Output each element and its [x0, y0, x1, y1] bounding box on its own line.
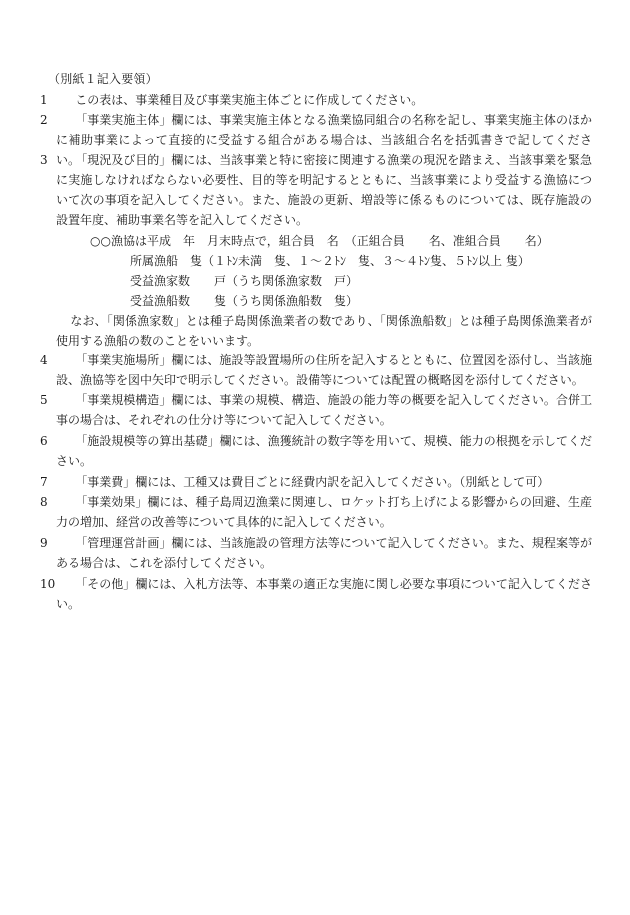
beneficiary-vessels-line: 受益漁船数 隻（うち関係漁船数 隻）	[130, 294, 359, 308]
list-item	[40, 574, 592, 614]
item-text: 「その他」欄には、入札方法等、本事業の適正な実施に関し必要な事項について記入してください。	[56, 577, 592, 611]
list-item	[40, 150, 592, 230]
list-item	[40, 350, 592, 390]
item-text: 「事業実施場所」欄には、施設等設置場所の住所を記入するとともに、位置図を添付し、当該施設、漁協等を図中矢印で明示してください。設備等については配置の概略図を添付してください。	[56, 353, 592, 387]
item-text: 「事業実施主体」欄には、事業実施主体となる漁業協同組合の名称を記し、事業実施主体のほかに補助事業によって直接的に受益する組合がある場合は、当該組合名を括弧書きで記してください。	[56, 113, 592, 167]
item-number: 9	[40, 536, 48, 550]
item-text: 「事業費」欄には、工種又は費目ごとに経費内訳を記入してください。（別紙として可）	[75, 475, 550, 489]
fishing-vessels-line: 所属漁船 隻（１ﾄﾝ未満 隻、１～２ﾄﾝ 隻、３～４ﾄﾝ隻、５ﾄﾝ以上 隻）	[130, 254, 530, 268]
fishery-coop-members-line: ○○漁協は平成 年 月末時点で，組合員 名 （正組合員 名、准組合員 名）	[90, 234, 549, 248]
item-number: 5	[40, 393, 48, 407]
list-item	[40, 431, 592, 471]
item-text: 「管理運営計画」欄には、当該施設の管理方法等について記入してください。また、規程案等がある場合は、これを添付してください。	[56, 536, 592, 570]
item-text: 「現況及び目的」欄には、当該事業と特に密接に関連する漁業の現況を踏まえ、当該事業を緊急に実施しなければならない必要性、目的等を明記するとともに、当該事業により受益する漁協について次の事項を記入してください。また、施設の更新、増設等に係るものについては、既存施設の設置年度、補助事業名等を記入してください。	[56, 153, 592, 227]
item-number: 10	[40, 577, 56, 591]
item-text: 「施設規模等の算出基礎」欄には、漁獲統計の数字等を用いて、規模、能力の根拠を示してください。	[56, 434, 592, 468]
item-text: 「事業効果」欄には、種子島周辺漁業に関連し、ロケット打ち上げによる影響からの回避、生産力の増加、経営の改善等について具体的に記入してください。	[56, 495, 592, 529]
item-text: 「事業規模構造」欄には、事業の規模、構造、施設の能力等の概要を記入してください。合併工事の場合は、それぞれの仕分け等について記入してください。	[56, 393, 592, 427]
item-number: 2	[40, 113, 48, 127]
beneficiary-households-line: 受益漁家数 戸（うち関係漁家数 戸）	[130, 274, 359, 288]
item-text: この表は、事業種目及び事業実施主体ごとに作成してください。	[75, 93, 424, 107]
item-number: 4	[40, 353, 48, 367]
list-item	[40, 492, 592, 532]
list-item	[40, 390, 592, 430]
item-number: 6	[40, 434, 48, 448]
document-header: （別紙１記入要領）	[48, 72, 158, 86]
item-number: 8	[40, 495, 48, 509]
item-number: 3	[40, 153, 48, 167]
list-item	[40, 90, 592, 110]
list-item	[40, 533, 592, 573]
item-number: 1	[40, 93, 48, 107]
list-item	[40, 472, 592, 492]
definition-note: なお、「関係漁家数」とは種子島関係漁業者の数であり、「関係漁船数」とは種子島関係漁業者が使用する漁船の数のことをいいます。	[56, 314, 592, 348]
item-number: 7	[40, 475, 48, 489]
